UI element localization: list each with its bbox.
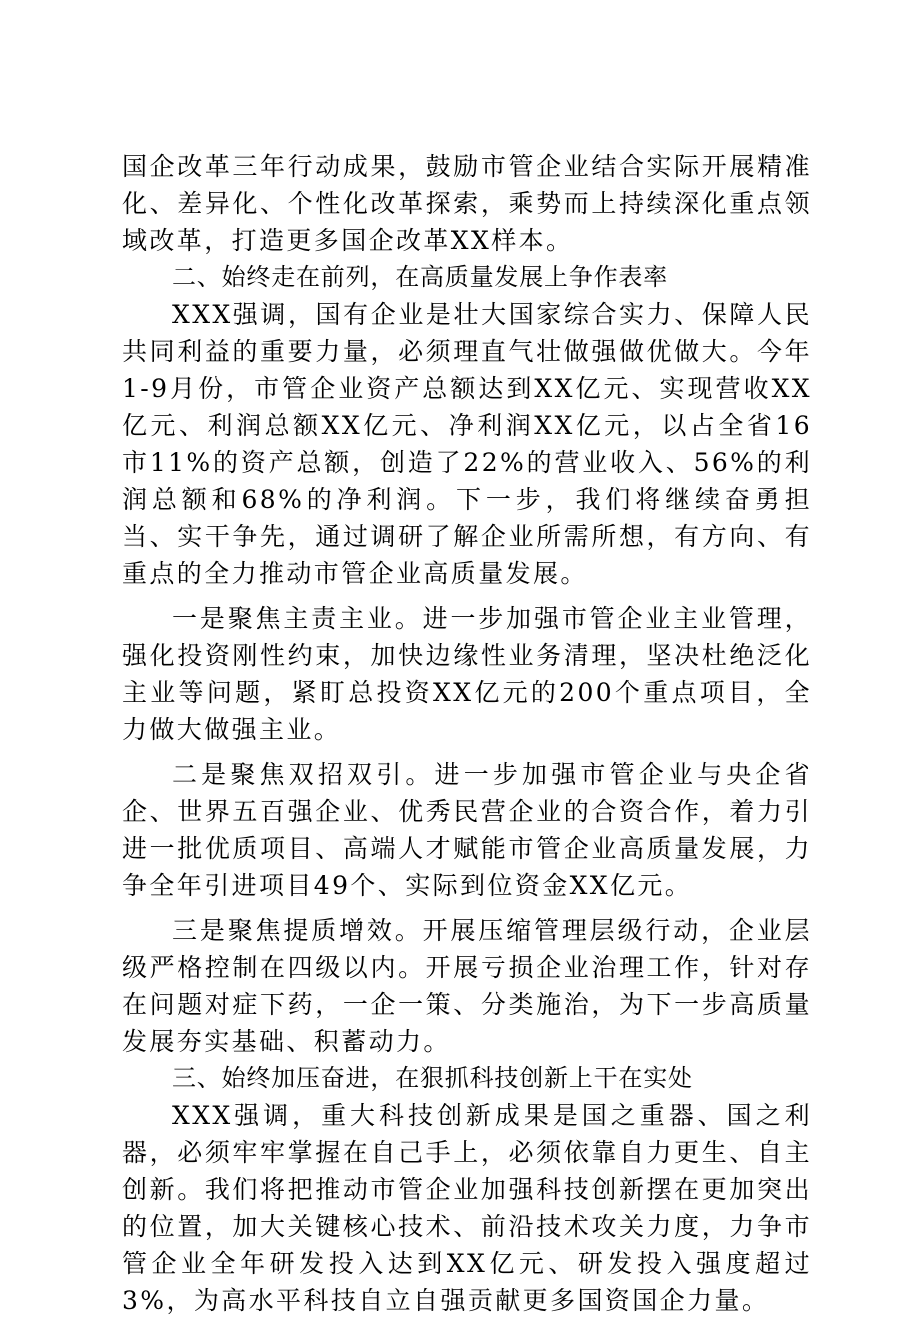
paragraph: 二是聚焦双招双引。进一步加强市管企业与央企省企、世界五百强企业、优秀民营企业的合资合作，着力引进一批优质项目、高端人才赋能市管企业高质量发展，力争全年引进项目49个、实际到位资金XX亿元。 xyxy=(122,760,812,900)
paragraph: 三是聚焦提质增效。开展压缩管理层级行动，企业层级严格控制在四级以内。开展亏损企业治理工作，针对存在问题对症下药，一企一策、分类施治，为下一步高质量发展夯实基础、积蓄动力。 xyxy=(122,916,812,1056)
paragraph-continued: 国企改革三年行动成果，鼓励市管企业结合实际开展精准化、差异化、个性化改革探索，乘势而上持续深化重点领域改革，打造更多国企改革XX样本。 xyxy=(122,152,812,255)
paragraph: XXX强调，国有企业是壮大国家综合实力、保障人民共同利益的重要力量，必须理直气壮做强做优做大。今年1-9月份，市管企业资产总额达到XX亿元、实现营收XX亿元、利润总额XX亿元、净利润XX亿元，以占全省16市11%的资产总额，创造了22%的营业收入、56%的利润总额和68%的净利润。下一步，我们将继续奋勇担当、实干争先，通过调研了解企业所需所想，有方向、有重点的全力推动市管企业高质量发展。 xyxy=(122,300,812,588)
paragraph: 一是聚焦主责主业。进一步加强市管企业主业管理，强化投资刚性约束，加快边缘性业务清理，坚决杜绝泛化主业等问题，紧盯总投资XX亿元的200个重点项目，全力做大做强主业。 xyxy=(122,604,812,744)
paragraph: XXX强调，重大科技创新成果是国之重器、国之利器，必须牢牢掌握在自己手上，必须依靠自力更生、自主创新。我们将把推动市管企业加强科技创新摆在更加突出的位置，加大关键核心技术、前沿技术攻关力度，力争市管企业全年研发投入达到XX亿元、研发投入强度超过3%，为高水平科技自立自强贡献更多国资国企力量。 xyxy=(122,1101,812,1315)
paragraph-spacer xyxy=(122,748,812,756)
paragraph-spacer xyxy=(122,904,812,912)
paragraph-spacer xyxy=(122,592,812,600)
section-heading-2: 二、始终走在前列，在高质量发展上争作表率 xyxy=(172,263,668,291)
section-heading-3: 三、始终加压奋进，在狠抓科技创新上干在实处 xyxy=(172,1064,693,1092)
document-body xyxy=(122,148,812,1319)
